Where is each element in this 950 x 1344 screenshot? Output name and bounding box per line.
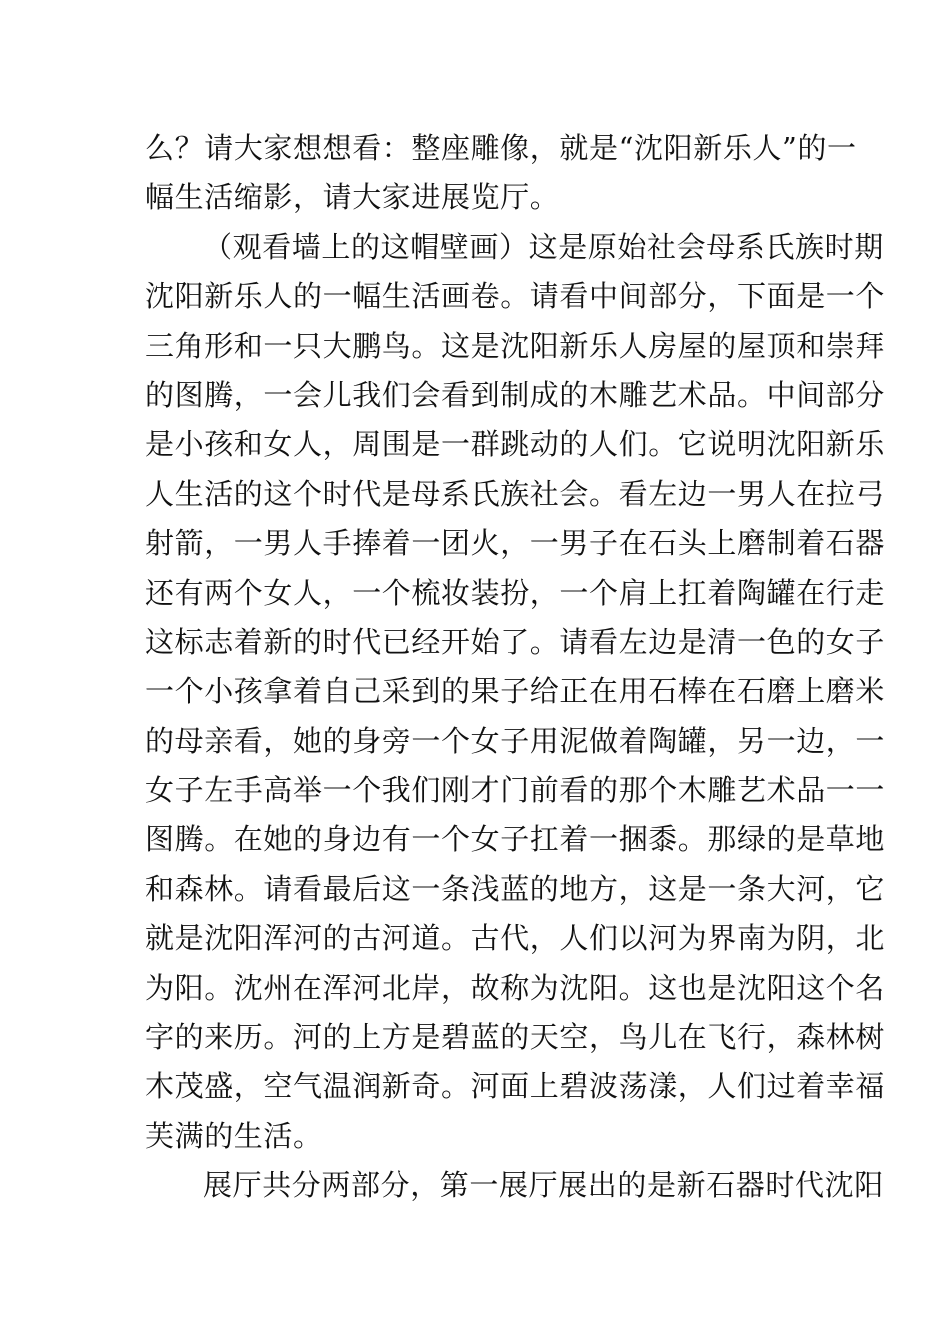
paragraph <box>145 1161 884 1210</box>
text-line: 展厅共分两部分，第一展厅展出的是新石器时代沈阳 <box>203 1168 884 1203</box>
text-line: 沈阳新乐人的一幅生活画卷。请看中间部分，下面是一个 <box>145 279 886 314</box>
text-line: 的母亲看，她的身旁一个女子用泥做着陶罐，另一边，一 <box>145 723 886 758</box>
text-line: 幅生活缩影，请大家进展览厅。 <box>145 180 560 215</box>
text-line: 人生活的这个时代是母系氏族社会。看左边一男人在拉弓 <box>145 476 886 511</box>
text-line: 木茂盛，空气温润新奇。河面上碧波荡漾，人们过着幸福 <box>145 1069 886 1104</box>
text-line: 三角形和一只大鹏鸟。这是沈阳新乐人房屋的屋顶和崇拜 <box>145 328 886 363</box>
text-line: 女子左手高举一个我们刚才门前看的那个木雕艺术品一一 <box>145 773 886 808</box>
text-line: 的图腾，一会儿我们会看到制成的木雕艺术品。中间部分 <box>145 377 886 412</box>
text-line: （观看墙上的这帽壁画）这是原始社会母系氏族时期 <box>203 229 884 264</box>
text-line: 还有两个女人，一个梳妆装扮，一个肩上扛着陶罐在行走 <box>145 575 886 610</box>
text-line: 字的来历。河的上方是碧蓝的天空，鸟儿在飞行，森林树 <box>145 1020 886 1055</box>
text-line: 和森林。请看最后这一条浅蓝的地方，这是一条大河，它 <box>145 871 886 906</box>
text-line: 芙满的生活。 <box>145 1118 323 1153</box>
text-line: 射箭，一男人手捧着一团火，一男子在石头上磨制着石器 <box>145 526 886 561</box>
text-line: 为阳。沈州在浑河北岸，故称为沈阳。这也是沈阳这个名 <box>145 970 886 1005</box>
text-line: 这标志着新的时代已经开始了。请看左边是清一色的女子 <box>145 624 886 659</box>
text-line: 图腾。在她的身边有一个女子扛着一捆黍。那绿的是草地 <box>145 822 886 857</box>
paragraph <box>145 223 886 1161</box>
body-text <box>145 124 886 1211</box>
text-line: 一个小孩拿着自己采到的果子给正在用石棒在石磨上磨米 <box>145 674 886 709</box>
text-line: 是小孩和女人，周围是一群跳动的人们。它说明沈阳新乐 <box>145 427 886 462</box>
text-line: 就是沈阳浑河的古河道。古代，人们以河为界南为阴，北 <box>145 921 886 956</box>
text-line: 么？请大家想想看：整座雕像，就是“沈阳新乐人”的一 <box>145 131 857 165</box>
paragraph <box>145 124 857 223</box>
